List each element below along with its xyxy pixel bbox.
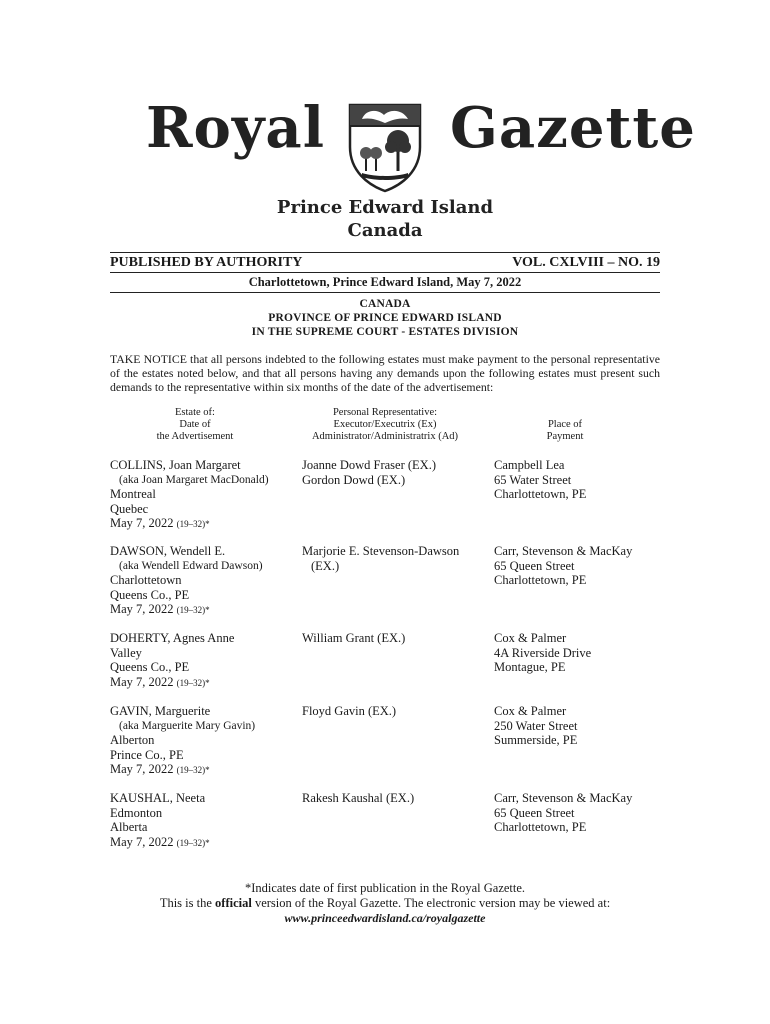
personal-representative: Rakesh Kaushal (EX.) <box>302 791 415 805</box>
estate-name: COLLINS, Joan Margaret <box>110 458 241 472</box>
estate-name: DAWSON, Wendell E. <box>110 544 226 558</box>
estate-details <box>110 631 300 690</box>
pei-coat-of-arms-icon <box>344 101 426 193</box>
estate-aka: (aka Joan Margaret MacDonald) <box>119 473 269 486</box>
estate-location: Alberta <box>110 820 148 835</box>
place-of-payment: Campbell Lea 65 Water Street Charlottetown, PE <box>494 458 587 502</box>
notice-body: TAKE NOTICE that all persons indebted to the following estates must make payment to the personal representative of the estates noted below, and that all persons having any demands upon the following estates must present such demands to the representative within six months of the date of the advertisement: <box>110 352 660 394</box>
advertisement-date: May 7, 2022 (19–32)* <box>110 834 210 849</box>
estate-location: Valley <box>110 645 142 660</box>
masthead <box>0 95 770 195</box>
place-of-payment: Cox & Palmer 250 Water Street Summerside, PE <box>494 704 578 748</box>
estate-name: GAVIN, Marguerite <box>110 704 211 718</box>
estate-location: Queens Co., PE <box>110 660 190 675</box>
masthead-subtitle-country: Canada <box>347 220 423 241</box>
place-of-payment: Cox & Palmer 4A Riverside Drive Montague, PE <box>494 631 592 675</box>
gazette-website-link[interactable]: www.princeedwardisland.ca/royalgazette <box>284 911 486 925</box>
column-header-estate: Estate of: Date of the Advertisement <box>156 407 234 442</box>
personal-representative: Floyd Gavin (EX.) <box>302 704 397 718</box>
masthead-title-left: Royal <box>146 95 325 161</box>
middle-rule <box>110 272 660 273</box>
estate-details <box>110 544 300 618</box>
publication-row <box>110 255 660 271</box>
masthead-title-right: Gazette <box>450 95 696 161</box>
notice-heading-court: IN THE SUPREME COURT - ESTATES DIVISION <box>251 326 519 338</box>
estate-location: Prince Co., PE <box>110 747 184 762</box>
estate-location: Alberton <box>110 733 155 748</box>
personal-representative: Marjorie E. Stevenson-Dawson (EX.) <box>302 544 460 573</box>
advertisement-date: May 7, 2022 (19–32)* <box>110 516 210 531</box>
estate-name: DOHERTY, Agnes Anne <box>110 631 235 645</box>
place-of-payment: Carr, Stevenson & MacKay 65 Queen Street Charlottetown, PE <box>494 791 633 835</box>
notice-heading-province: PROVINCE OF PRINCE EDWARD ISLAND <box>268 312 502 324</box>
estate-aka: (aka Wendell Edward Dawson) <box>119 559 263 572</box>
place-of-payment: Carr, Stevenson & MacKay 65 Queen Street Charlottetown, PE <box>494 544 633 588</box>
personal-representative: William Grant (EX.) <box>302 631 406 645</box>
estate-details <box>110 458 300 532</box>
column-header-payment: Place of Payment <box>546 419 584 442</box>
official-version-note: This is the official version of the Royal Gazette. The electronic version may be viewed at: <box>159 896 611 910</box>
dateline: Charlottetown, Prince Edward Island, May 7, 2022 <box>248 275 522 289</box>
advertisement-date: May 7, 2022 (19–32)* <box>110 762 210 777</box>
estate-location: Montreal <box>110 487 156 502</box>
estate-details <box>110 704 300 778</box>
volume-number: VOL. CXLVIII – NO. 19 <box>512 255 660 270</box>
estate-aka: (aka Marguerite Mary Gavin) <box>119 719 256 732</box>
masthead-subtitle-province: Prince Edward Island <box>276 197 494 218</box>
column-header-representative: Personal Representative: Executor/Executrix (Ex) Administrator/Administratrix (Ad) <box>311 407 459 442</box>
published-by-authority: PUBLISHED BY AUTHORITY <box>110 255 303 270</box>
notice-heading-country: CANADA <box>359 298 411 310</box>
bottom-rule <box>110 292 660 293</box>
estate-location: Edmonton <box>110 805 163 820</box>
estate-location: Queens Co., PE <box>110 587 190 602</box>
advertisement-date: May 7, 2022 (19–32)* <box>110 602 210 617</box>
estate-location: Quebec <box>110 501 149 516</box>
top-rule <box>110 252 660 253</box>
estate-details <box>110 791 300 850</box>
estate-location: Charlottetown <box>110 573 182 588</box>
personal-representative: Joanne Dowd Fraser (EX.) Gordon Dowd (EX.) <box>302 458 436 487</box>
estate-name: KAUSHAL, Neeta <box>110 791 206 805</box>
footnote-first-publication: *Indicates date of first publication in the Royal Gazette. <box>244 881 526 895</box>
advertisement-date: May 7, 2022 (19–32)* <box>110 674 210 689</box>
